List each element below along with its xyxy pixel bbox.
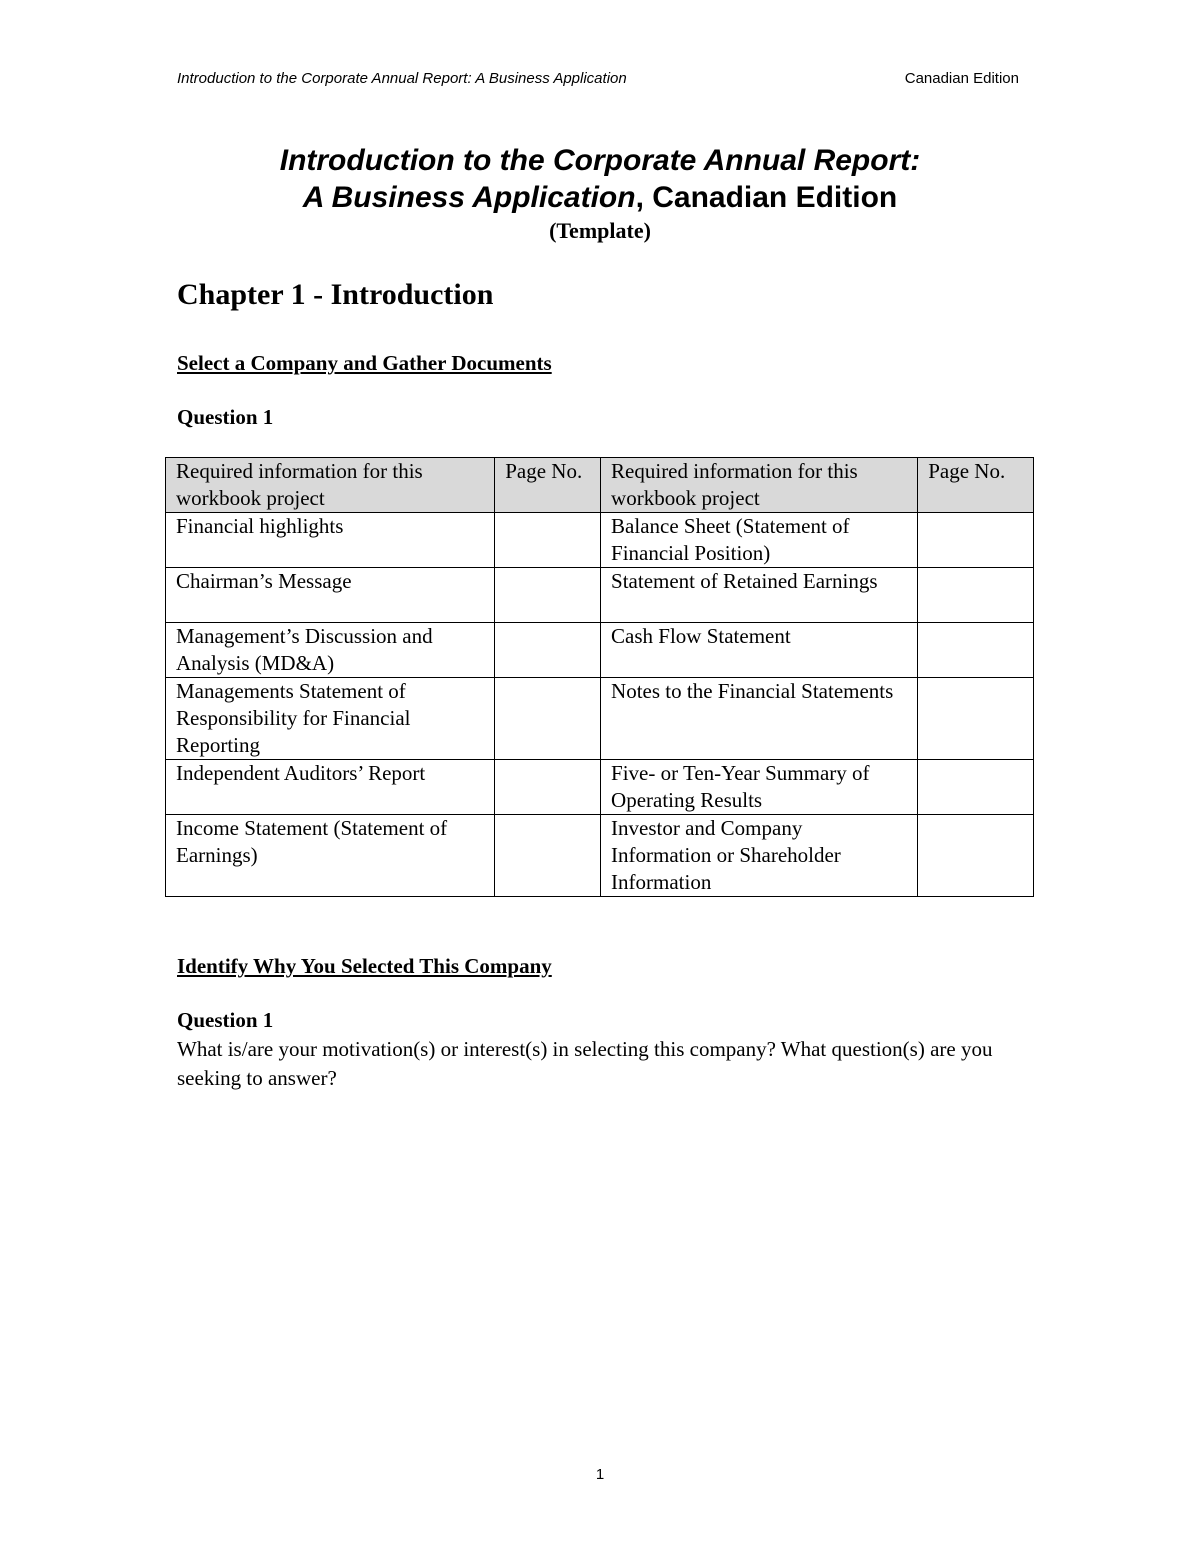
chapter-heading: Chapter 1 - Introduction [177, 278, 494, 311]
table-row [166, 815, 1034, 897]
running-header-edition: Canadian Edition [904, 70, 1019, 87]
document-title-line1 [0, 142, 1200, 179]
question-label-section1: Question 1 [177, 405, 274, 429]
table-row [166, 568, 1034, 623]
table-cell-page-no[interactable] [918, 623, 1034, 678]
document-title-main: Introduction to the Corporate Annual Report: [279, 144, 921, 177]
question-label-section2: Question 1 [177, 1008, 274, 1032]
table-cell-item: Managements Statement of Responsibility for Financial Reporting [166, 678, 495, 760]
table-cell-item: Income Statement (Statement of Earnings) [166, 815, 495, 897]
table-cell-page-no[interactable] [918, 513, 1034, 568]
document-title-line2 [0, 179, 1200, 216]
table-cell-item: Independent Auditors’ Report [166, 760, 495, 815]
table-header-row [166, 458, 1034, 513]
table-cell-page-no[interactable] [495, 623, 601, 678]
table-cell-page-no[interactable] [495, 815, 601, 897]
page-number: 1 [595, 1466, 605, 1483]
question-text: What is/are your motivation(s) or interest(s) in selecting this company? What question(s) are you seeking to answer? [177, 1037, 993, 1090]
running-header-title: Introduction to the Corporate Annual Report: A Business Application [177, 70, 627, 87]
table-cell-item: Chairman’s Message [166, 568, 495, 623]
document-title-subtitle-italic: A Business Application [302, 181, 636, 214]
table-header-cell: Page No. [918, 458, 1034, 513]
table-cell-item: Five- or Ten-Year Summary of Operating Results [601, 760, 918, 815]
table-cell-item: Financial highlights [166, 513, 495, 568]
table-cell-item: Balance Sheet (Statement of Financial Position) [601, 513, 918, 568]
document-template-label: (Template) [549, 218, 651, 243]
table-cell-page-no[interactable] [918, 678, 1034, 760]
document-title-edition: , Canadian Edition [635, 181, 898, 214]
table-cell-item: Cash Flow Statement [601, 623, 918, 678]
table-cell-page-no[interactable] [495, 513, 601, 568]
table-cell-page-no[interactable] [495, 678, 601, 760]
table-header-cell: Required information for this workbook project [601, 458, 918, 513]
table-cell-item: Management’s Discussion and Analysis (MD&A) [166, 623, 495, 678]
section-heading-select-company: Select a Company and Gather Documents [177, 351, 552, 375]
table-cell-item: Statement of Retained Earnings [601, 568, 918, 623]
table-row [166, 678, 1034, 760]
table-cell-page-no[interactable] [918, 815, 1034, 897]
table-row [166, 760, 1034, 815]
table-cell-item: Investor and Company Information or Shareholder Information [601, 815, 918, 897]
table-cell-page-no[interactable] [918, 760, 1034, 815]
table-header-cell: Required information for this workbook project [166, 458, 495, 513]
table-header-cell: Page No. [495, 458, 601, 513]
section-heading-identify-why: Identify Why You Selected This Company [177, 954, 552, 978]
table-cell-item: Notes to the Financial Statements [601, 678, 918, 760]
table-cell-page-no[interactable] [495, 568, 601, 623]
table-cell-page-no[interactable] [918, 568, 1034, 623]
document-title-block [0, 142, 1200, 245]
table-row [166, 513, 1034, 568]
table-row [166, 623, 1034, 678]
required-information-table [165, 457, 1034, 897]
table-cell-page-no[interactable] [495, 760, 601, 815]
